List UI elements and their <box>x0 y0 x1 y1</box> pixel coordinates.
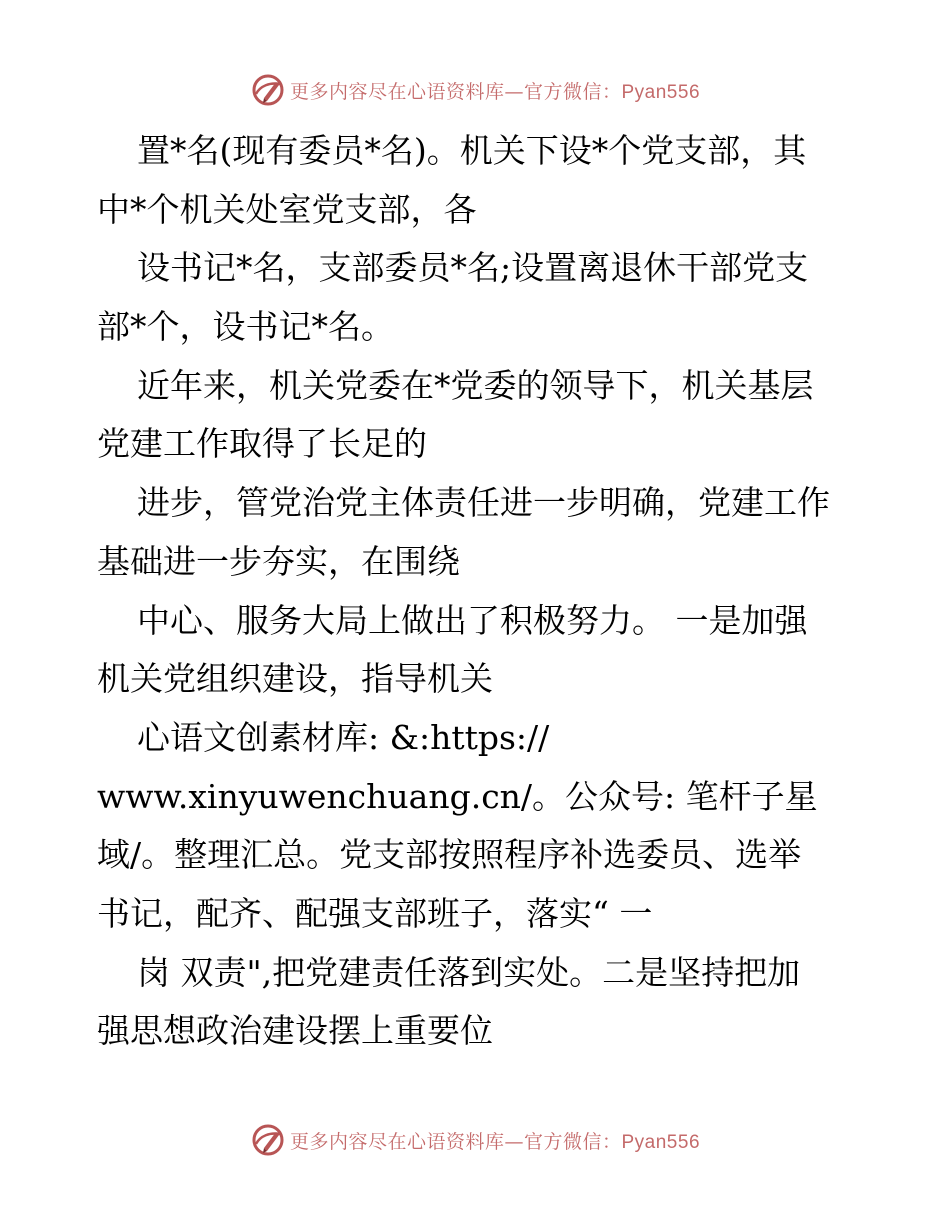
text-line: 近年来，机关党委在*党委的领导下，机关基层 <box>137 365 814 405</box>
footer-watermark <box>0 1120 950 1160</box>
text-line: 书记，配齐、配强支部班子，落实“ 一 <box>97 893 653 933</box>
text-line: 党建工作取得了长足的 <box>97 424 427 464</box>
text-line: 域/。整理汇总。党支部按照程序补选委员、选举 <box>97 835 802 875</box>
text-line: 部*个，设书记*名。 <box>97 307 394 347</box>
text-line: 强思想政治建设摆上重要位 <box>97 1011 493 1051</box>
text-line: 机关党组织建设，指导机关 <box>97 659 493 699</box>
text-line: 中*个机关处室党支部，各 <box>97 189 477 229</box>
text-line: 设书记*名，支部委员*名;设置离退休干部党支 <box>137 248 809 288</box>
text-line: 心语文创素材库: &:https:// <box>137 717 550 757</box>
text-line: 置*名(现有委员*名)。机关下设*个党支部，其 <box>137 131 807 170</box>
header-watermark <box>0 70 950 110</box>
watermark-text: 更多内容尽在心语资料库—官方微信：Pyan556 <box>289 1130 701 1153</box>
text-line: 基础进一步夯实，在围绕 <box>97 541 460 581</box>
text-line: 中心、服务大局上做出了积极努力。 一是加强 <box>137 600 808 640</box>
text-line: www.xinyuwenchuang.cn/。公众号: 笔杆子星 <box>97 776 818 816</box>
watermark-text: 更多内容尽在心语资料库—官方微信：Pyan556 <box>289 80 701 103</box>
text-line: 进步，管党治党主体责任进一步明确，党建工作 <box>137 483 830 523</box>
pen-logo-icon <box>250 1122 286 1158</box>
watermark-brand: Pyan556 <box>621 1131 701 1153</box>
body-text <box>97 122 857 1061</box>
pen-logo-icon <box>250 72 286 108</box>
text-line: 岗 双责",把党建责任落到实处。二是坚持把加 <box>137 952 801 992</box>
watermark-brand: Pyan556 <box>621 81 701 103</box>
